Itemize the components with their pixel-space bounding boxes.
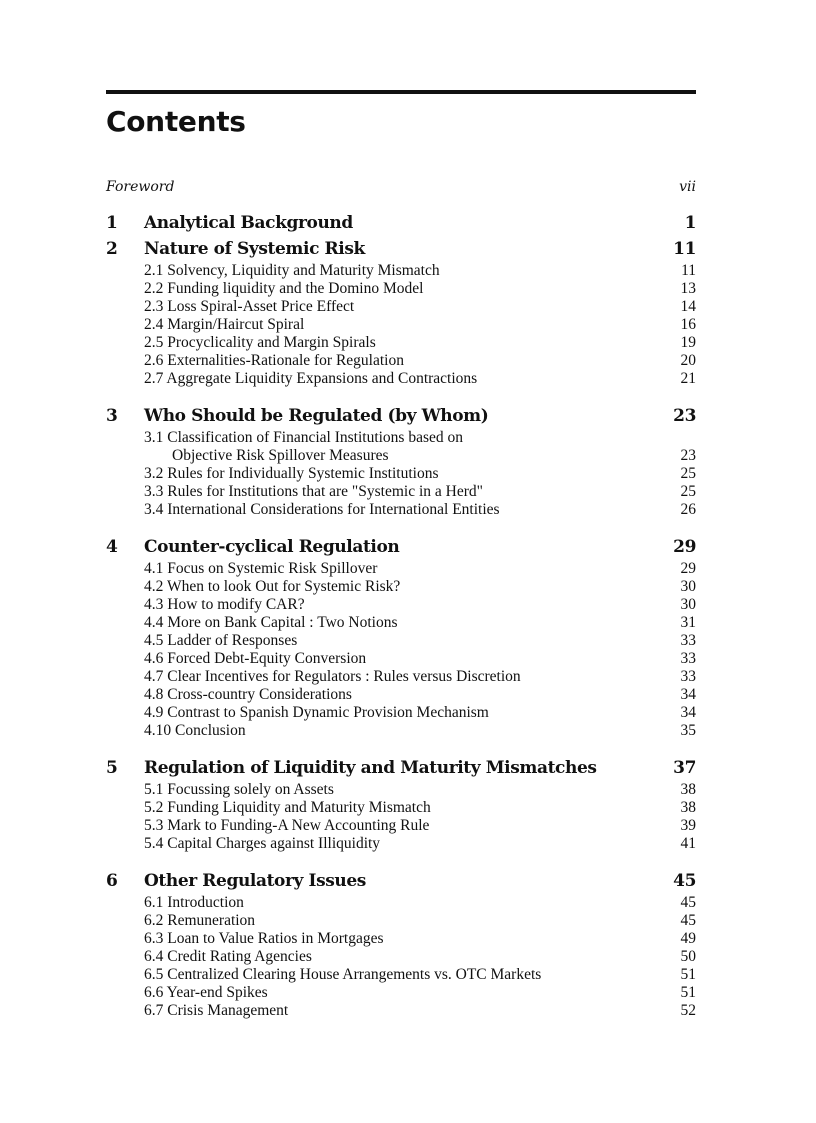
page-title: Contents [106, 105, 246, 138]
section-page: 23 [680, 447, 696, 464]
chapter-title: Other Regulatory Issues [144, 871, 366, 891]
chapter-heading-left [106, 868, 366, 894]
section-title: 5.4 Capital Charges against Illiquidity [144, 835, 381, 852]
section-title-continued: Objective Risk Spillover Measures [172, 447, 389, 464]
section-entry[interactable] [144, 894, 696, 912]
section-list [106, 781, 696, 853]
foreword-page: vii [679, 179, 696, 195]
section-entry[interactable] [144, 722, 696, 740]
section-title: 2.3 Loss Spiral-Asset Price Effect [144, 298, 355, 315]
section-page: 30 [680, 578, 696, 595]
section-text [144, 966, 541, 984]
section-text [144, 912, 255, 930]
chapter-heading-left [106, 236, 365, 262]
section-page: 39 [680, 817, 696, 834]
section-page: 26 [680, 501, 696, 518]
section-page: 50 [680, 948, 696, 965]
section-text [144, 799, 431, 817]
section-text [144, 370, 477, 388]
chapter-heading[interactable] [106, 236, 696, 262]
section-title: 4.9 Contrast to Spanish Dynamic Provision Mechanism [144, 704, 489, 721]
section-text [144, 334, 376, 352]
chapter-3 [106, 403, 696, 519]
section-title: 6.1 Introduction [144, 894, 244, 911]
section-entry[interactable] [144, 912, 696, 930]
section-title: 6.6 Year-end Spikes [144, 984, 268, 1001]
section-entry[interactable] [144, 298, 696, 316]
section-title: 3.1 Classification of Financial Institutions based on [144, 429, 463, 446]
chapter-page: 45 [673, 871, 696, 891]
section-entry[interactable] [144, 930, 696, 948]
chapter-5 [106, 755, 696, 853]
section-page: 52 [680, 1002, 696, 1019]
section-text [144, 501, 500, 519]
chapter-number: 2 [106, 239, 118, 259]
foreword-entry[interactable] [106, 178, 696, 196]
chapter-number: 5 [106, 758, 118, 778]
section-entry[interactable] [144, 781, 696, 799]
section-text [144, 560, 377, 578]
section-text [144, 596, 305, 614]
section-text [144, 835, 380, 853]
section-page: 29 [680, 560, 696, 577]
section-entry[interactable] [144, 948, 696, 966]
chapter-number: 6 [106, 871, 118, 891]
section-text [144, 578, 400, 596]
section-entry[interactable] [144, 578, 696, 596]
chapter-number: 1 [106, 213, 118, 233]
section-title: 4.1 Focus on Systemic Risk Spillover [144, 560, 378, 577]
section-entry[interactable] [144, 966, 696, 984]
chapter-heading-left [106, 755, 597, 781]
section-page: 45 [680, 894, 696, 911]
section-entry[interactable] [144, 614, 696, 632]
section-text [144, 781, 334, 799]
section-page: 51 [680, 984, 696, 1001]
section-page: 33 [680, 650, 696, 667]
section-entry[interactable] [144, 817, 696, 835]
section-page: 16 [680, 316, 696, 333]
chapter-6 [106, 868, 696, 1020]
section-title: 2.7 Aggregate Liquidity Expansions and Contractions [144, 370, 478, 387]
chapter-heading[interactable] [106, 403, 696, 429]
section-title: 5.2 Funding Liquidity and Maturity Mismatch [144, 799, 431, 816]
section-title: 3.3 Rules for Institutions that are "Systemic in a Herd" [144, 483, 483, 500]
section-entry[interactable] [144, 316, 696, 334]
section-text [144, 316, 304, 334]
section-entry[interactable] [144, 704, 696, 722]
foreword-label: Foreword [106, 179, 175, 195]
chapter-heading-left [106, 210, 353, 236]
section-list [106, 560, 696, 740]
section-text [144, 817, 429, 835]
chapter-title: Analytical Background [144, 213, 353, 233]
section-text [144, 429, 463, 465]
section-page: 19 [680, 334, 696, 351]
section-text [144, 948, 312, 966]
section-text [144, 930, 384, 948]
chapter-heading[interactable] [106, 210, 696, 236]
chapter-title: Nature of Systemic Risk [144, 239, 365, 259]
section-text [144, 465, 439, 483]
section-entry[interactable] [144, 686, 696, 704]
section-page: 30 [680, 596, 696, 613]
section-title: 3.4 International Considerations for International Entities [144, 501, 500, 518]
section-title: 4.8 Cross-country Considerations [144, 686, 352, 703]
section-title: 4.4 More on Bank Capital : Two Notions [144, 614, 398, 631]
section-page: 49 [680, 930, 696, 947]
section-page: 25 [680, 483, 696, 500]
section-title: 2.1 Solvency, Liquidity and Maturity Mismatch [144, 262, 440, 279]
section-title: 4.7 Clear Incentives for Regulators : Rules versus Discretion [144, 668, 521, 685]
section-entry[interactable] [144, 262, 696, 280]
chapter-heading[interactable] [106, 755, 696, 781]
section-text [144, 614, 398, 632]
section-page: 35 [680, 722, 696, 739]
section-page: 33 [680, 668, 696, 685]
section-list [106, 262, 696, 388]
top-rule [106, 90, 696, 94]
section-title: 6.2 Remuneration [144, 912, 256, 929]
chapter-number: 4 [106, 537, 118, 557]
chapter-page: 23 [673, 406, 696, 426]
section-entry[interactable] [144, 668, 696, 686]
section-entry[interactable] [144, 501, 696, 519]
section-title: 4.6 Forced Debt-Equity Conversion [144, 650, 367, 667]
section-title: 6.4 Credit Rating Agencies [144, 948, 312, 965]
section-text [144, 352, 404, 370]
chapter-title: Who Should be Regulated (by Whom) [144, 406, 489, 426]
section-page: 11 [681, 262, 696, 279]
section-page: 14 [680, 298, 696, 315]
section-entry[interactable] [144, 596, 696, 614]
chapter-2 [106, 236, 696, 388]
section-title: 5.3 Mark to Funding-A New Accounting Rule [144, 817, 430, 834]
section-text [144, 686, 352, 704]
section-title: 6.5 Centralized Clearing House Arrangements vs. OTC Markets [144, 966, 542, 983]
section-title: 2.4 Margin/Haircut Spiral [144, 316, 305, 333]
chapter-heading[interactable] [106, 534, 696, 560]
section-entry[interactable] [144, 650, 696, 668]
section-text [144, 704, 489, 722]
section-entry[interactable] [144, 1002, 696, 1020]
chapter-heading-left [106, 534, 399, 560]
section-entry[interactable] [144, 334, 696, 352]
section-page: 45 [680, 912, 696, 929]
section-title: 2.2 Funding liquidity and the Domino Model [144, 280, 424, 297]
section-entry[interactable] [144, 835, 696, 853]
chapter-title: Regulation of Liquidity and Maturity Mismatches [144, 758, 597, 778]
section-entry[interactable] [144, 352, 696, 370]
section-entry[interactable] [144, 280, 696, 298]
section-title: 2.5 Procyclicality and Margin Spirals [144, 334, 376, 351]
section-page: 38 [680, 799, 696, 816]
section-text [144, 483, 483, 501]
section-page: 33 [680, 632, 696, 649]
section-entry[interactable] [144, 370, 696, 388]
section-text [144, 1002, 288, 1020]
chapter-page: 29 [673, 537, 696, 557]
section-entry[interactable] [144, 483, 696, 501]
section-title: 4.5 Ladder of Responses [144, 632, 298, 649]
section-entry[interactable] [144, 984, 696, 1002]
chapter-page: 11 [673, 239, 696, 259]
section-entry[interactable] [144, 560, 696, 578]
section-text [144, 280, 423, 298]
chapter-number: 3 [106, 406, 118, 426]
section-page: 13 [680, 280, 696, 297]
section-text [144, 298, 354, 316]
chapter-page: 37 [673, 758, 696, 778]
section-list [106, 429, 696, 519]
section-title: 2.6 Externalities-Rationale for Regulation [144, 352, 404, 369]
section-text [144, 894, 244, 912]
section-title: 5.1 Focussing solely on Assets [144, 781, 334, 798]
section-title: 4.3 How to modify CAR? [144, 596, 305, 613]
section-entry[interactable] [144, 799, 696, 817]
section-entry[interactable] [144, 632, 696, 650]
section-title: 6.3 Loan to Value Ratios in Mortgages [144, 930, 384, 947]
chapter-title: Counter-cyclical Regulation [144, 537, 400, 557]
chapter-4 [106, 534, 696, 740]
chapter-page: 1 [684, 213, 696, 233]
section-title: 6.7 Crisis Management [144, 1002, 289, 1019]
section-page: 31 [680, 614, 696, 631]
section-text [144, 632, 297, 650]
section-text [144, 668, 521, 686]
section-page: 34 [680, 704, 696, 721]
contents-page [106, 90, 696, 1020]
section-page: 21 [680, 370, 696, 387]
table-of-contents [106, 210, 696, 1020]
section-text [144, 262, 440, 280]
section-text [144, 650, 366, 668]
chapter-heading-left [106, 403, 488, 429]
chapter-1 [106, 210, 696, 236]
section-list [106, 894, 696, 1020]
section-page: 34 [680, 686, 696, 703]
section-text [144, 722, 246, 740]
section-page: 38 [680, 781, 696, 798]
section-page: 41 [680, 835, 696, 852]
section-title: 3.2 Rules for Individually Systemic Institutions [144, 465, 439, 482]
section-page: 51 [680, 966, 696, 983]
section-title: 4.2 When to look Out for Systemic Risk? [144, 578, 401, 595]
section-entry[interactable] [144, 429, 696, 465]
chapter-heading[interactable] [106, 868, 696, 894]
section-title: 4.10 Conclusion [144, 722, 246, 739]
section-entry[interactable] [144, 465, 696, 483]
section-page: 20 [680, 352, 696, 369]
section-page: 25 [680, 465, 696, 482]
section-text [144, 984, 268, 1002]
